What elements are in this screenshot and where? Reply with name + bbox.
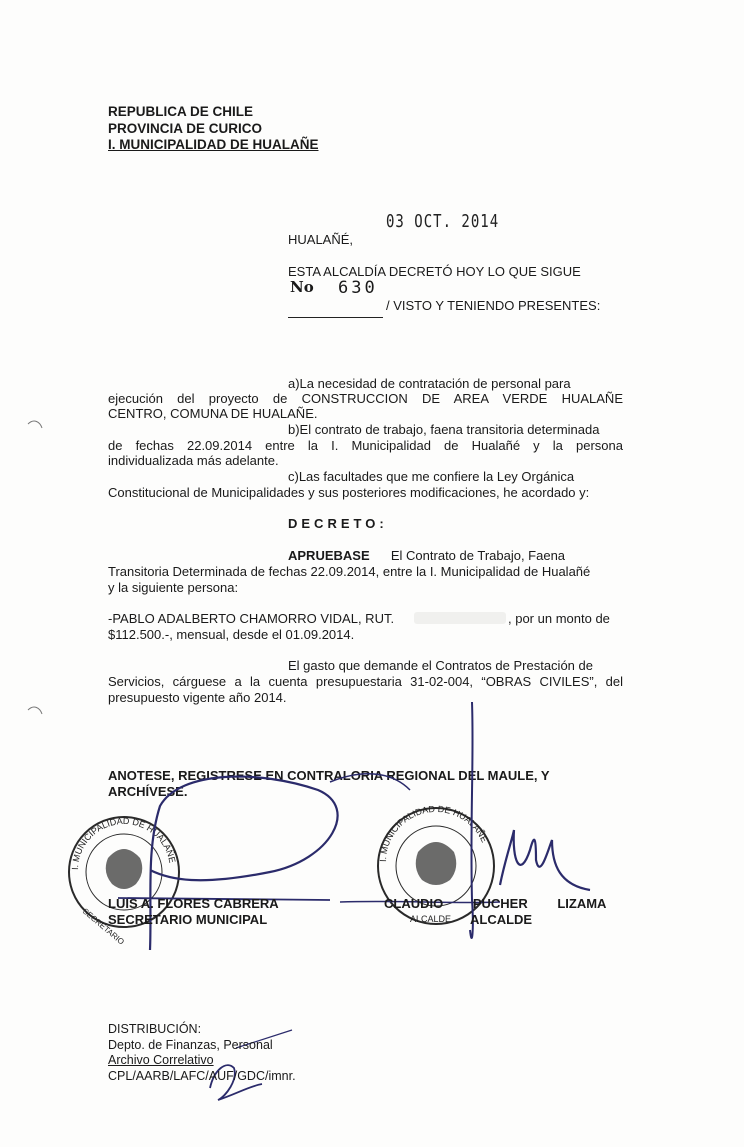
expense-line3: presupuesto vigente año 2014.	[108, 690, 287, 705]
distribution-block	[108, 1022, 296, 1084]
declaration-line: ESTA ALCALDÍA DECRETÓ HOY LO QUE SIGUE	[288, 264, 581, 279]
approval-keyword: APRUEBASE	[288, 548, 370, 563]
mayor-name	[384, 896, 606, 911]
person-line1-end: , por un monto de	[508, 611, 610, 626]
consideration-a-first: a)La necesidad de contratación de personal para	[288, 376, 571, 391]
consideration-b-line3: individualizada más adelante.	[108, 453, 279, 468]
consideration-b-first: b)El contrato de trabajo, faena transitoria determinada	[288, 422, 600, 437]
distribution-line3: CPL/AARB/LAFC/AUF/GDC/imnr.	[108, 1068, 296, 1083]
approval-rest: El Contrato de Trabajo, Faena	[390, 548, 566, 563]
approval-line2: Transitoria Determinada de fechas 22.09.2014, entre la I. Municipalidad de Hualañé	[108, 564, 591, 579]
approval-line3: y la siguiente persona:	[108, 580, 239, 595]
person-line2: $112.500.-, mensual, desde el 01.09.2014.	[108, 627, 355, 642]
decree-number: 630	[338, 278, 378, 298]
consideration-a-line2: ejecución del proyecto de CONSTRUCCION DE AREA VERDE HUALAÑE	[108, 391, 623, 406]
header-municipality: I. MUNICIPALIDAD DE HUALAÑE	[108, 137, 319, 152]
distribution-heading: DISTRIBUCIÓN:	[108, 1022, 202, 1036]
closing-statement: ANOTESE, REGISTRESE EN CONTRALORIA REGIONAL DEL MAULE, Y ARCHÍVESE.	[108, 768, 550, 799]
mayor-name-text: CLAUDIO PUCHER LIZAMA	[384, 896, 607, 911]
distribution-line1: Depto. de Finanzas, Personal	[108, 1037, 273, 1052]
mayor-seal-bottom: ALCALDE	[410, 914, 452, 924]
distribution-line2: Archivo Correlativo	[108, 1053, 214, 1067]
secretary-title: SECRETARIO MUNICIPAL	[108, 912, 268, 927]
decree-number-label: No	[290, 278, 314, 296]
secretary-seal-text: I. MUNICIPALIDAD DE HUALAÑE	[69, 815, 178, 871]
mayor-title: ALCALDE	[470, 912, 533, 927]
secretary-signature-block	[108, 896, 279, 928]
city-line: HUALAÑÉ,	[288, 232, 354, 247]
expense-line2: Servicios, cárguese a la cuenta presupuestaria 31-02-004, “OBRAS CIVILES”, del	[108, 674, 623, 689]
secretary-name: LUIS A. FLORES CABRERA	[108, 896, 279, 911]
header-country: REPUBLICA DE CHILE	[108, 104, 254, 119]
consideration-a-line3: CENTRO, COMUNA DE HUALAÑE.	[108, 406, 318, 421]
mayor-seal-text: I. MUNICIPALIDAD DE HUALAÑE	[377, 803, 490, 863]
decreto-heading: DECRETO:	[288, 516, 388, 531]
visto-line: / VISTO Y TENIENDO PRESENTES:	[386, 298, 601, 313]
header-province: PROVINCIA DE CURICO	[108, 120, 263, 136]
consideration-b-line2: de fechas 22.09.2014 entre la I. Municipalidad de Hualañé y la persona	[108, 438, 623, 453]
person-line1-start: -PABLO ADALBERTO CHAMORRO VIDAL, RUT.	[108, 611, 395, 626]
date-stamp: 03 OCT. 2014	[386, 212, 500, 232]
expense-line1: El gasto que demande el Contratos de Prestación de	[288, 658, 593, 673]
secretary-seal-bottom: SECRETARIO	[80, 906, 126, 947]
consideration-c-line2: Constitucional de Municipalidades y sus posteriores modificaciones, he acordado y:	[108, 485, 590, 500]
consideration-c-first: c)Las facultades que me confiere la Ley Orgánica	[288, 469, 575, 484]
